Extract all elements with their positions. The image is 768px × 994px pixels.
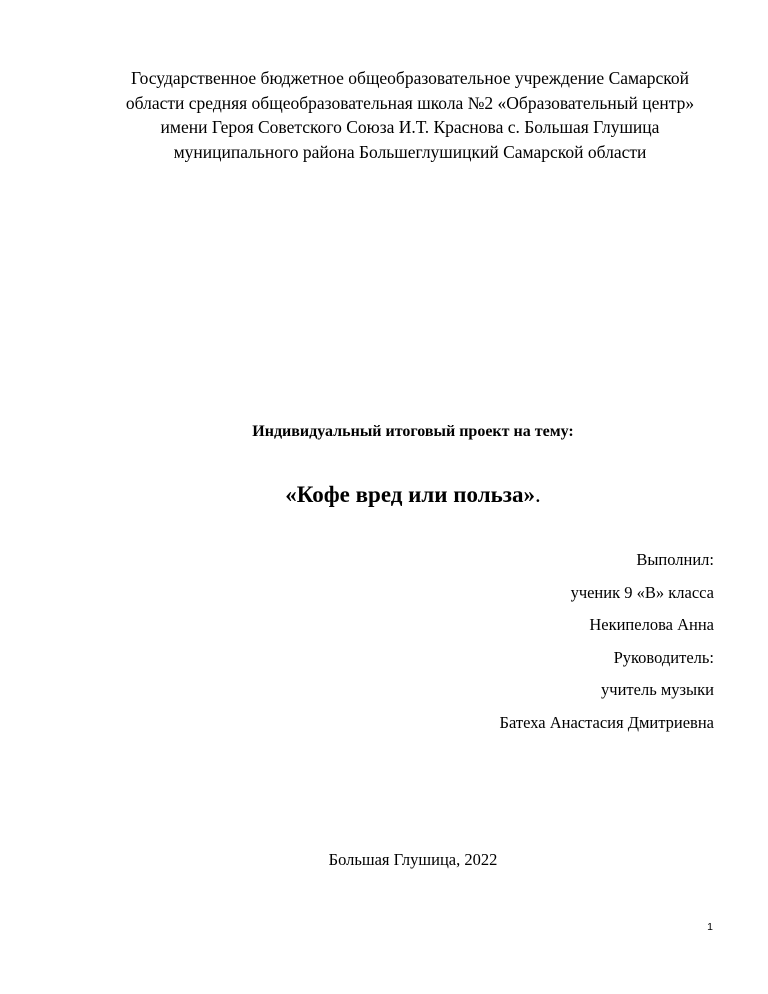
project-subject-heading: Индивидуальный итоговый проект на тему: [252,423,574,440]
supervisor-role: учитель музыки [601,680,714,699]
school-header [90,66,730,164]
header-line-4: муниципального района Большеглушицкий Самарской области [173,141,647,162]
student-class: ученик 9 «В» класса [570,582,714,602]
header-line-2: области средняя общеобразовательная школа №2 «Образовательный центр» [125,92,695,113]
student-name: Некипелова Анна [589,615,714,634]
city-year: Большая Глушица, 2022 [328,850,498,869]
project-title [0,482,768,508]
project-title-period: . [535,482,541,507]
performed-label: Выполнил: [636,550,714,569]
authors-block [314,549,714,744]
supervisor-label: Руководитель: [613,647,714,667]
header-line-1: Государственное бюджетное общеобразовательное учреждение Самарской [131,68,689,88]
supervisor-name: Батеха Анастасия Дмитриевна [499,712,714,732]
page-number: 1 [707,921,713,933]
project-title-text: «Кофе вред или польза» [285,482,536,507]
header-line-3: имени Героя Советского Союза И.Т. Краснова с. Большая Глушица [160,117,660,137]
